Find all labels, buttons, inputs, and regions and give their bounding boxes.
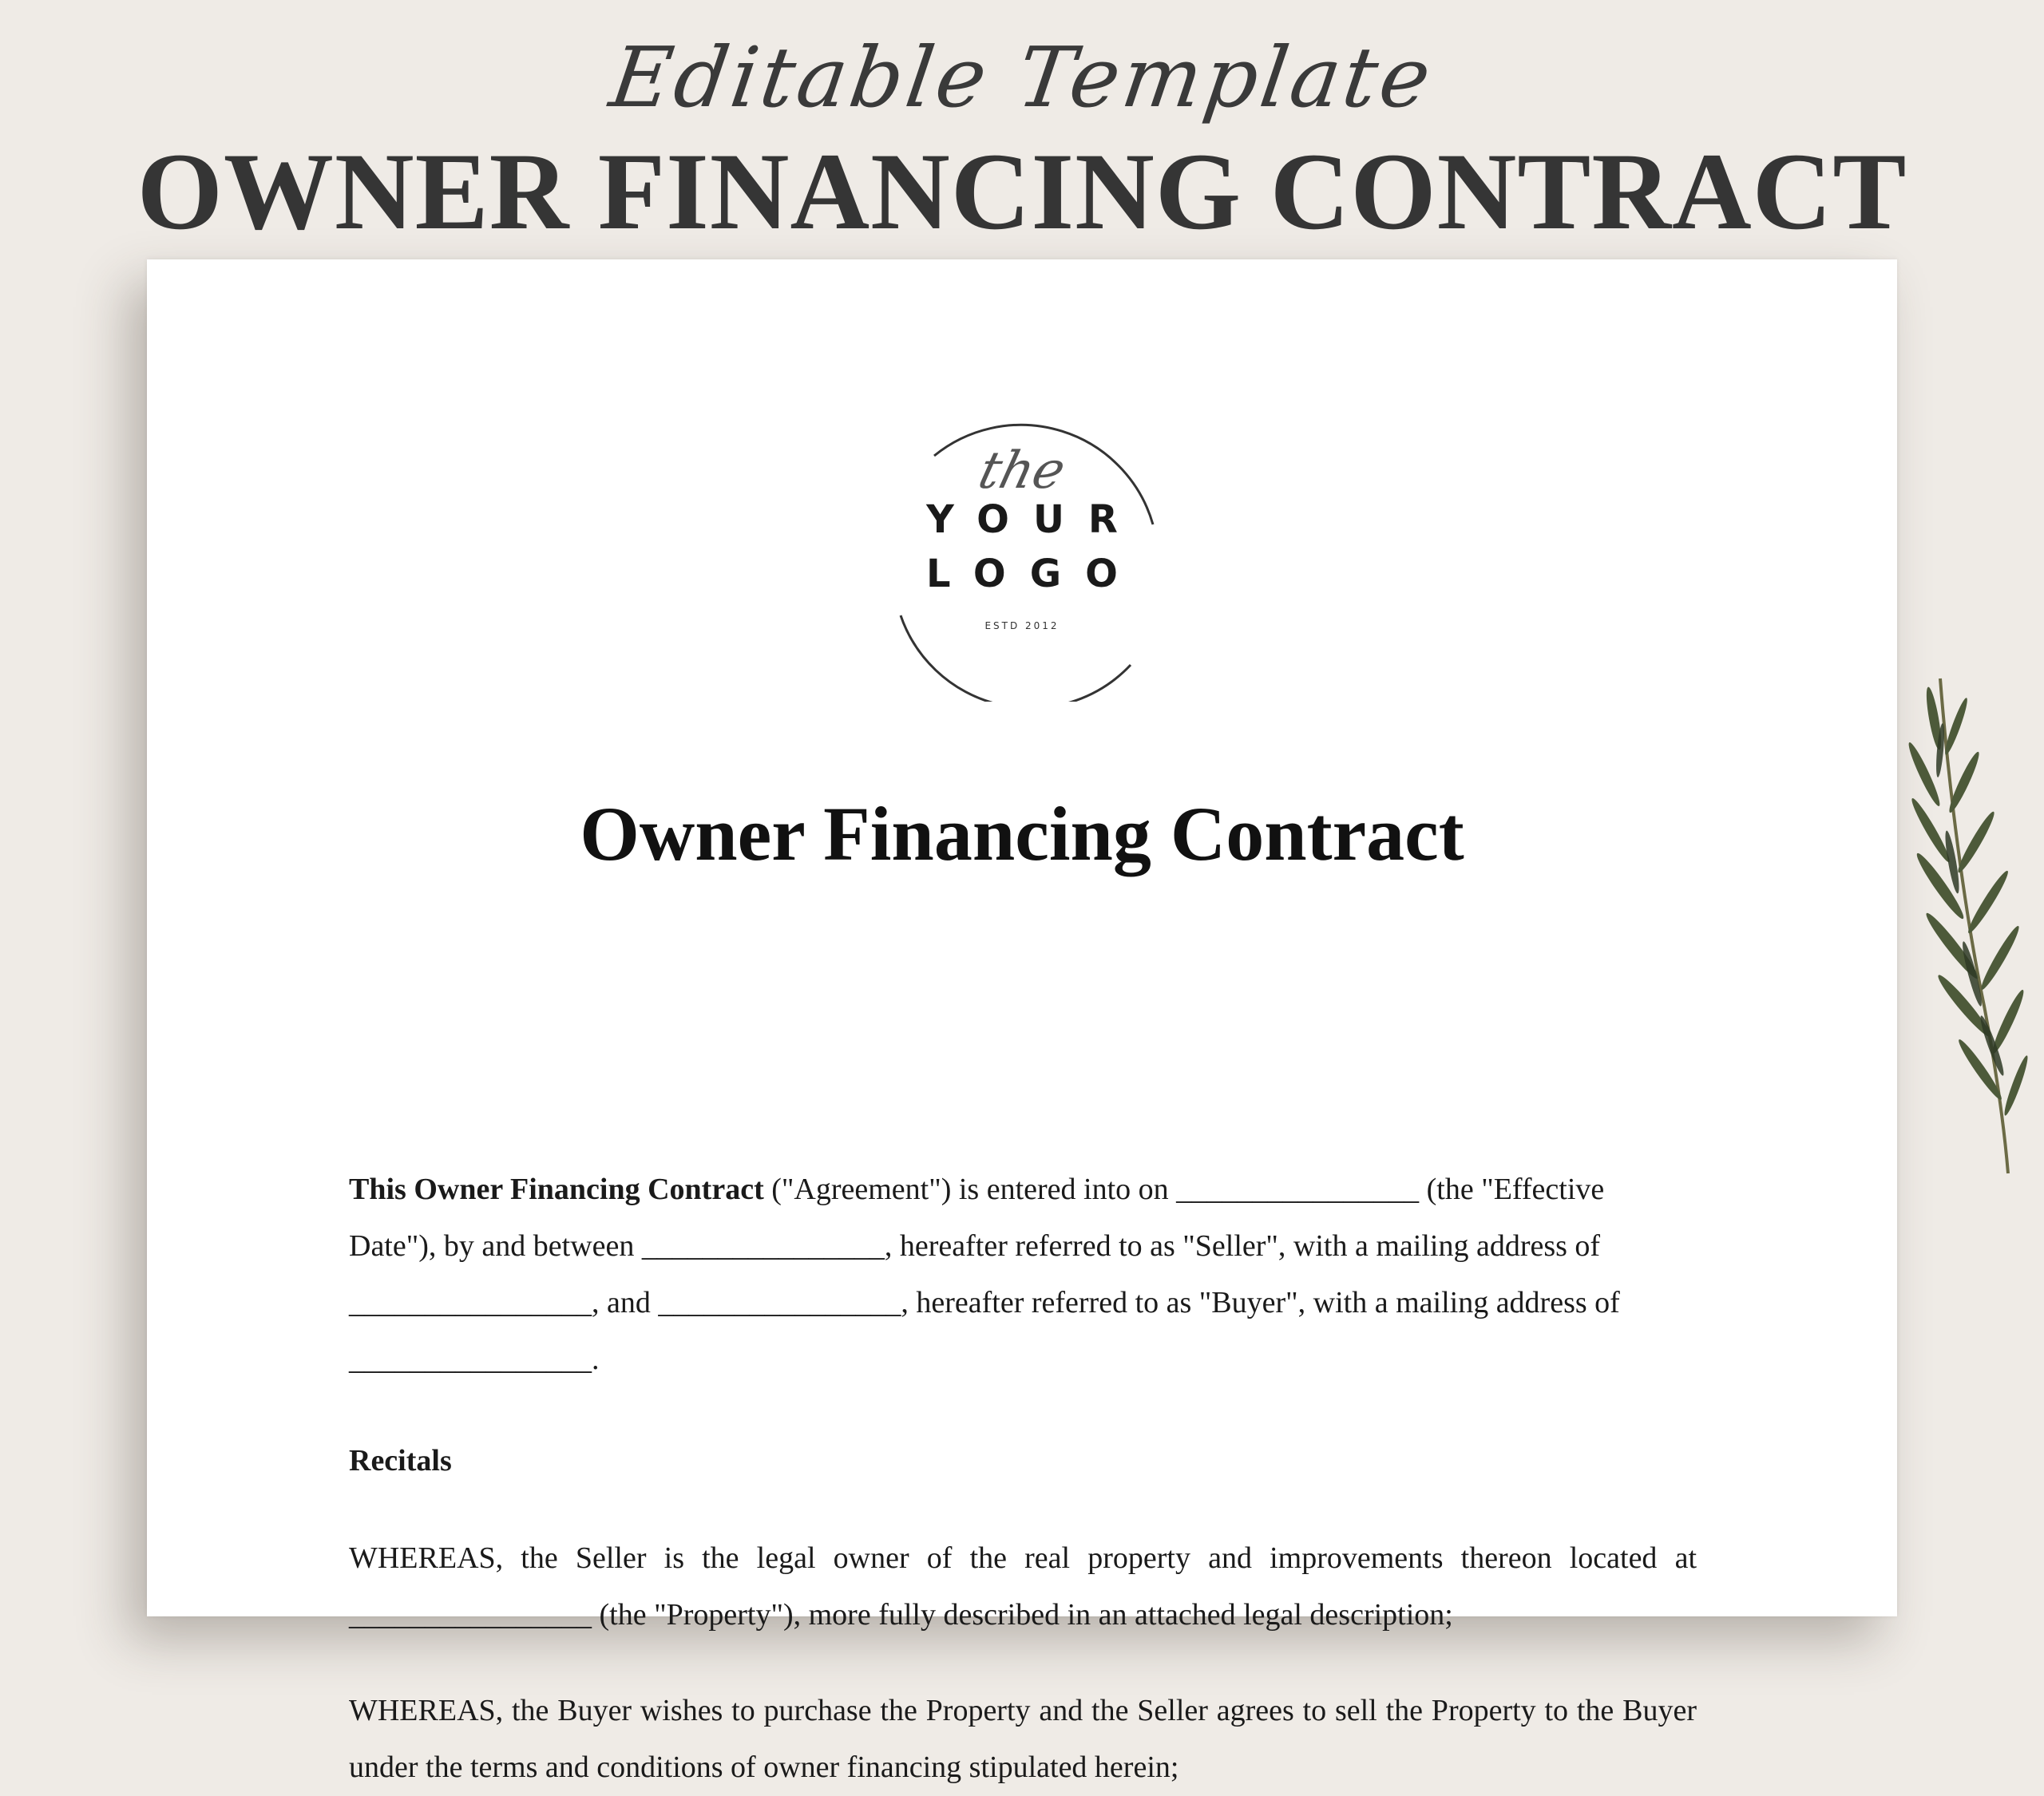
logo-estd: ESTD 2012: [984, 620, 1060, 631]
banner-title: OWNER FINANCING CONTRACT: [137, 130, 1907, 252]
recital-paragraph-2: WHEREAS, the Buyer wishes to purchase the Property and the Seller agrees to sell the Property to the Buyer under the terms and conditions of owner financing stipulated herein;: [349, 1694, 1697, 1784]
document-title: Owner Financing Contract: [580, 791, 1464, 876]
recital-paragraph-1: WHEREAS, the Seller is the legal owner of the real property and improvements thereon located at ________________ (the "Property"), more fully described in an attached legal description;: [349, 1541, 1697, 1632]
intro-bold-lead: This Owner Financing Contract: [349, 1173, 764, 1206]
intro-text: ("Agreement") is entered into on ________________ (the "Effective Date"), by and between ________________, hereafter referred to as "Seller", with a mailing address of ________________, and ________________, hereafter referred to as "Buyer", with a mailing address of ________________.: [349, 1173, 1620, 1376]
logo-placeholder: [877, 411, 1167, 702]
logo-script-the: the: [972, 441, 1072, 500]
banner-script-text: Editable Template: [604, 29, 1440, 126]
document-page: [147, 259, 1897, 1784]
recitals-heading: Recitals: [349, 1444, 452, 1478]
logo-text-your: YOUR: [926, 497, 1142, 542]
rosemary-sprig-icon: [1844, 671, 2044, 1181]
intro-paragraph: [349, 1161, 1697, 1388]
logo-text-logo: LOGO: [926, 552, 1142, 596]
